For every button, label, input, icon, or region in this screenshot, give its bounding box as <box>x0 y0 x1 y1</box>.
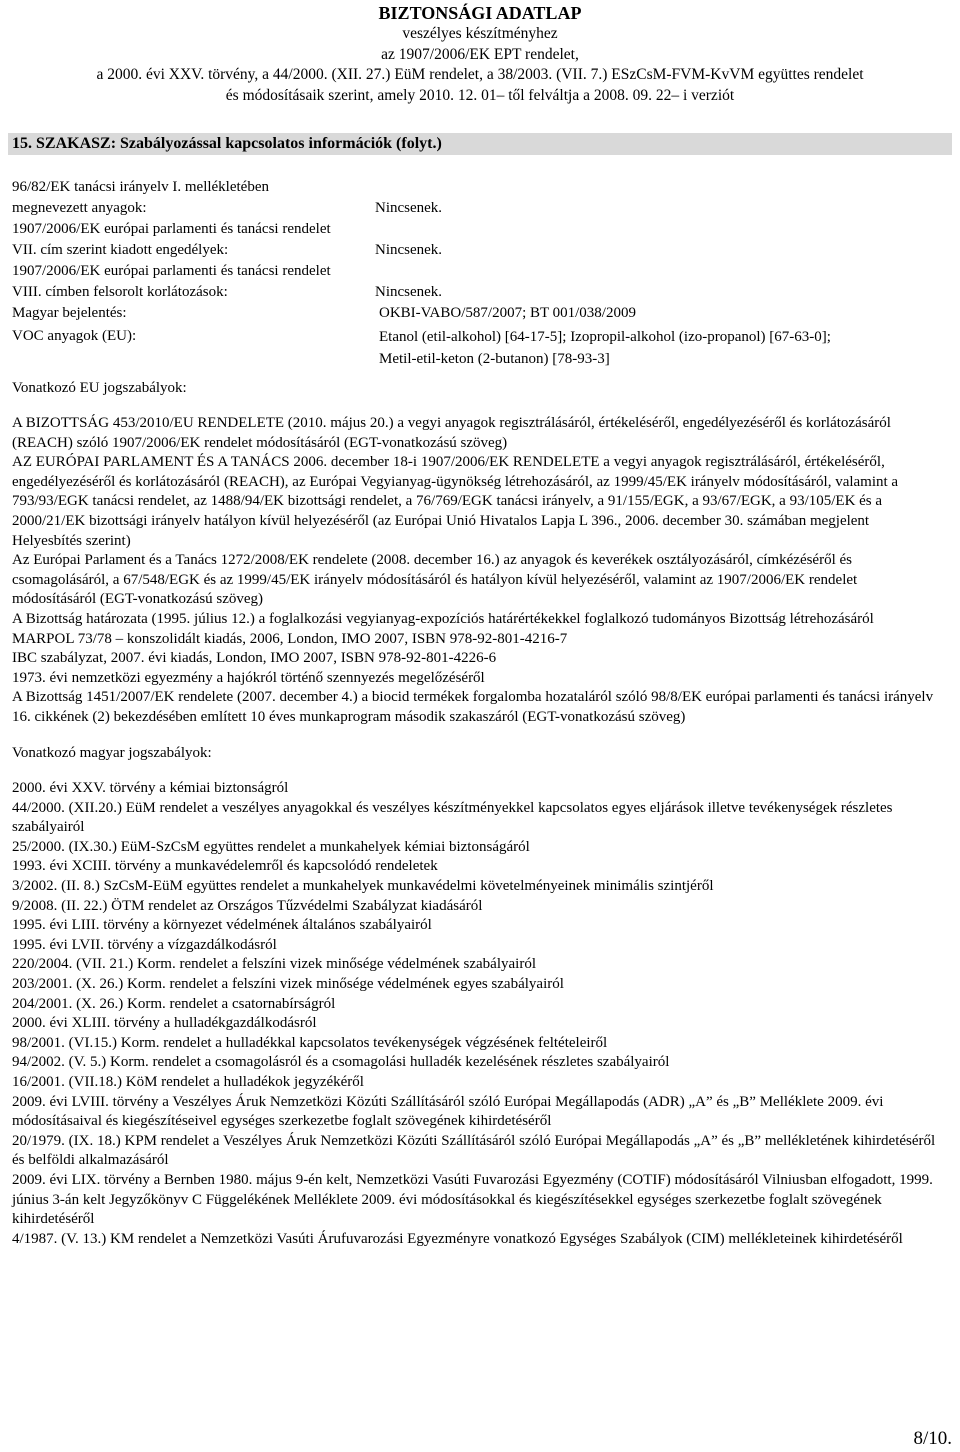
document-title: BIZTONSÁGI ADATLAP <box>378 3 582 23</box>
reg-value: Nincsenek. <box>375 200 443 216</box>
reg-row-substances <box>12 198 952 219</box>
voc-line-2: Metil-etil-keton (2-butanon) [78-93-3] <box>379 351 610 367</box>
reg-text: 1907/2006/EK európai parlamenti és tanácsi rendelet <box>12 263 331 279</box>
reg-row-1907-b <box>12 261 952 282</box>
reg-text: 1907/2006/EK európai parlamenti és tanácsi rendelet <box>12 221 331 237</box>
hu-law-item: 20/1979. (IX. 18.) KPM rendelet a Veszélyes Áruk Nemzetközi Közúti Szállításáról szóló Európai Megállapodás „A” és „B” mellékletének kihirdetéséről és belföldi alkalmazásáról <box>12 1132 936 1169</box>
regulation-summary <box>12 177 952 402</box>
reg-label: megnevezett anyagok: <box>12 200 147 216</box>
header-line-3: a 2000. évi XXV. törvény, a 44/2000. (XII. 27.) EüM rendelet, a 38/2003. (VII. 7.) ESzCsM-FVM-KvVM együttes rendelet <box>96 66 864 83</box>
voc-row <box>12 326 952 370</box>
hu-law-item: 44/2000. (XII.20.) EüM rendelet a veszélyes anyagokkal és veszélyes készítményekkel kapcsolatos egyes eljárások illetve tevékenységek részletes szabályairól <box>12 799 893 836</box>
eu-law-item: A Bizottság határozata (1995. július 12.) a foglalkozási vegyianyag-expozíciós határértékekkel foglalkozó tudományos Bizottság létrehozásáról <box>12 610 874 627</box>
page-number: 8/10. <box>913 1428 952 1449</box>
eu-laws-list <box>12 414 942 728</box>
section-heading: 15. SZAKASZ: Szabályozással kapcsolatos információk (folyt.) <box>8 133 952 155</box>
hu-law-item: 25/2000. (IX.30.) EüM-SzCsM együttes rendelet a munkahelyek kémiai biztonságáról <box>12 838 530 855</box>
hu-law-item: 9/2008. (II. 22.) ÖTM rendelet az Országos Tűzvédelmi Szabályzat kiadásáról <box>12 897 483 914</box>
eu-law-item: 1973. évi nemzetközi egyezmény a hajókról történő szennyezés megelőzéséről <box>12 669 485 686</box>
reg-row-96-82 <box>12 177 952 198</box>
laws-body <box>12 414 942 1249</box>
reg-row-restrictions <box>12 282 952 303</box>
voc-value <box>379 326 831 370</box>
hu-law-item: 204/2001. (X. 26.) Korm. rendelet a csatornabírságról <box>12 995 336 1012</box>
hu-law-item: 94/2002. (V. 5.) Korm. rendelet a csomagolásról és a csomagolási hulladék kezelésének részletes szabályairól <box>12 1054 670 1071</box>
hu-law-item: 16/2001. (VII.18.) KöM rendelet a hulladékok jegyzékéről <box>12 1074 364 1090</box>
hu-law-item: 1995. évi LIII. törvény a környezet védelmének általános szabályairól <box>12 917 432 934</box>
voc-label: VOC anyagok (EU): <box>12 328 137 344</box>
hu-law-item: 2000. évi XXV. törvény a kémiai biztonságról <box>12 780 289 797</box>
header-line-1: veszélyes készítményhez <box>402 25 558 42</box>
reg-text: 96/82/EK tanácsi irányelv I. mellékletében <box>12 179 269 195</box>
voc-line-1: Etanol (etil-alkohol) [64-17-5]; Izopropil-alkohol (izo-propanol) [67-63-0]; <box>379 329 831 345</box>
hu-law-item: 1993. évi XCIII. törvény a munkavédelemről és kapcsolódó rendeletek <box>12 858 438 875</box>
eu-laws-label: Vonatkozó EU jogszabályok: <box>12 380 187 396</box>
hu-law-item: 3/2002. (II. 8.) SzCsM-EüM együttes rendelet a munkahelyek munkavédelmi követelményeinek minimális szintjéről <box>12 878 714 895</box>
hu-law-item: 2000. évi XLIII. törvény a hulladékgazdálkodásról <box>12 1015 317 1032</box>
eu-law-item: AZ EURÓPAI PARLAMENT ÉS A TANÁCS 2006. december 18-i 1907/2006/EK RENDELETE a vegyi anyagok regisztrálásáról, értékeléséről, engedélyezéséről és korlátozásáról (REACH), az Európai Vegyianyag-ügynökség létrehozásáról, az 1999/45/EK irányelv módosításáról, valamint a 793/93/EGK tanácsi rendelet, az 1488/94/EK bizottsági rendelet, a 76/769/EGK tanácsi irányelv, a 91/155/EGK, a 93/67/EGK, a 93/105/EK és a 2000/21/EK bizottsági irányelv hatályon kívül helyezéséről (az Európai Unió Hivatalos Lapja L 396., 2006. december 30. számában megjelent Helyesbítés szerint) <box>12 454 899 549</box>
eu-law-item: A Bizottság 1451/2007/EK rendelete (2007. december 4.) a biocid termékek forgalomba hozataláról szóló 98/8/EK európai parlamenti és tanácsi irányelv 16. cikkének (2) bekezdésében említett 10 éves munkaprogram második szakaszáról (EGT-vonatkozású szöveg) <box>12 689 934 725</box>
magyar-bejelentes-row <box>12 303 952 324</box>
header-line-2: az 1907/2006/EK EPT rendelet, <box>381 45 579 63</box>
document-header <box>0 2 960 106</box>
hu-laws-label: Vonatkozó magyar jogszabályok: <box>12 744 212 761</box>
header-line-4: és módosításaik szerint, amely 2010. 12. 01– től felváltja a 2008. 09. 22– i verziót <box>225 86 735 104</box>
eu-law-item: Az Európai Parlament és a Tanács 1272/2008/EK rendelete (2008. december 16.) az anyagok és keverékek osztályozásáról, címkézéséről és csomagolásáról, a 67/548/EGK és az 1999/45/EK irányelv módosításáról és hatályon kívül helyezéséről, valamint az 1907/2006/EK rendelet módosításáról (EGT-vonatkozású szöveg) <box>12 552 858 608</box>
eu-law-item: A BIZOTTSÁG 453/2010/EU RENDELETE (2010. május 20.) a vegyi anyagok regisztrálásáról, értékeléséről, engedélyezéséről és korlátozásáról (REACH) szóló 1907/2006/EK rendelet módosításáról (EGT-vonatkozású szöveg) <box>12 415 891 451</box>
eu-law-item: MARPOL 73/78 – konszolidált kiadás, 2006, London, IMO 2007, ISBN 978-92-801-4216-7 <box>12 630 568 647</box>
hu-law-item: 220/2004. (VII. 21.) Korm. rendelet a felszíni vizek minősége védelmének szabályairól <box>12 956 536 973</box>
reg-value: OKBI-VABO/587/2007; BT 001/038/2009 <box>379 305 636 321</box>
reg-label: VII. cím szerint kiadott engedélyek: <box>12 242 229 258</box>
reg-label: Magyar bejelentés: <box>12 305 127 321</box>
reg-row-1907-a <box>12 219 952 240</box>
reg-label: VIII. címben felsorolt korlátozások: <box>12 284 228 300</box>
reg-row-authorisations <box>12 240 952 261</box>
hu-law-item: 2009. évi LVIII. törvény a Veszélyes Áruk Nemzetközi Közúti Szállításáról szóló Európai Megállapodás (ADR) „A” és „B” Melléklete 2009. évi módosításaival és kiegészítéseivel egységes szerkezetbe foglalt szövegének kihirdetéséről <box>12 1093 884 1130</box>
reg-value: Nincsenek. <box>375 284 443 300</box>
hu-law-item: 4/1987. (V. 13.) KM rendelet a Nemzetközi Vasúti Árufuvarozási Egyezményre vonatkozó Egységes Szabályok (CIM) mellékleteinek kihirdetéséről <box>12 1230 903 1247</box>
hu-law-item: 203/2001. (X. 26.) Korm. rendelet a felszíni vizek minősége védelmének egyes szabályairól <box>12 976 564 993</box>
eu-law-item: IBC szabályzat, 2007. évi kiadás, London, IMO 2007, ISBN 978-92-801-4226-6 <box>12 650 497 667</box>
hu-laws-list <box>12 779 942 1249</box>
hu-law-item: 2009. évi LIX. törvény a Bernben 1980. május 9-én kelt, Nemzetközi Vasúti Fuvarozási Egyezmény (COTIF) módosításáról Vilniusban elfogadott, 1999. június 3-án kelt Jegyzőkönyv C Függelékének Melléklete 2009. évi módosításokkal és kiegészítésekkel egységes szerkezetbe foglalt szövegének kihirdetéséről <box>12 1171 933 1228</box>
hu-law-item: 1995. évi LVII. törvény a vízgazdálkodásról <box>12 936 277 953</box>
hu-law-item: 98/2001. (VI.15.) Korm. rendelet a hulladékkal kapcsolatos tevékenységek végzésének feltételeiről <box>12 1034 608 1051</box>
reg-value: Nincsenek. <box>375 242 443 258</box>
